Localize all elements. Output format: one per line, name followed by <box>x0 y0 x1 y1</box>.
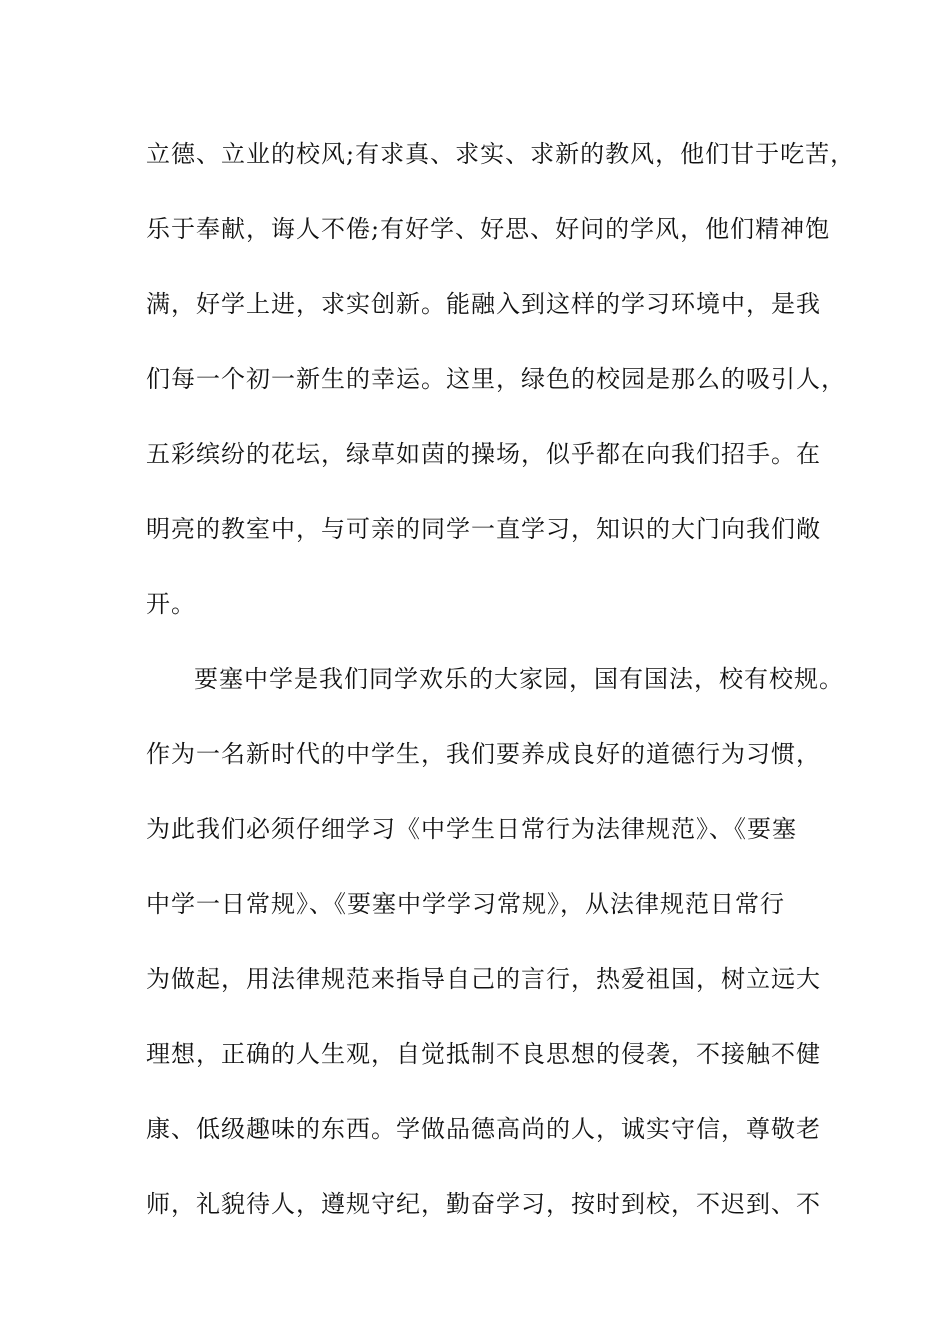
text-line: 立德、立业的校风;有求真、求实、求新的教风，他们甘于吃苦， <box>146 140 856 168</box>
paragraph-first-line: 要塞中学是我们同学欢乐的大家园，国有国法，校有校规。 <box>194 665 844 693</box>
text-line: 满，好学上进，求实创新。能融入到这样的学习环境中，是我 <box>146 290 821 318</box>
text-line: 理想，正确的人生观，自觉抵制不良思想的侵袭，不接触不健 <box>146 1040 821 1068</box>
text-line: 为此我们必须仔细学习《中学生日常行为法律规范》、《要塞 <box>146 815 797 843</box>
text-line: 作为一名新时代的中学生，我们要养成良好的道德行为习惯， <box>146 740 821 768</box>
text-line: 师，礼貌待人，遵规守纪，勤奋学习，按时到校，不迟到、不 <box>146 1190 821 1218</box>
text-line: 开。 <box>146 590 196 618</box>
text-line: 乐于奉献，诲人不倦;有好学、好思、好问的学风，他们精神饱 <box>146 215 831 243</box>
text-line: 明亮的教室中，与可亲的同学一直学习，知识的大门向我们敞 <box>146 515 821 543</box>
text-line: 康、低级趣味的东西。学做品德高尚的人，诚实守信，尊敬老 <box>146 1115 821 1143</box>
text-line: 中学一日常规》、《要塞中学学习常规》，从法律规范日常行 <box>146 890 785 918</box>
text-line: 为做起，用法律规范来指导自己的言行，热爱祖国，树立远大 <box>146 965 821 993</box>
text-line: 五彩缤纷的花坛，绿草如茵的操场，似乎都在向我们招手。在 <box>146 440 821 468</box>
text-line: 们每一个初一新生的幸运。这里，绿色的校园是那么的吸引人， <box>146 365 846 393</box>
